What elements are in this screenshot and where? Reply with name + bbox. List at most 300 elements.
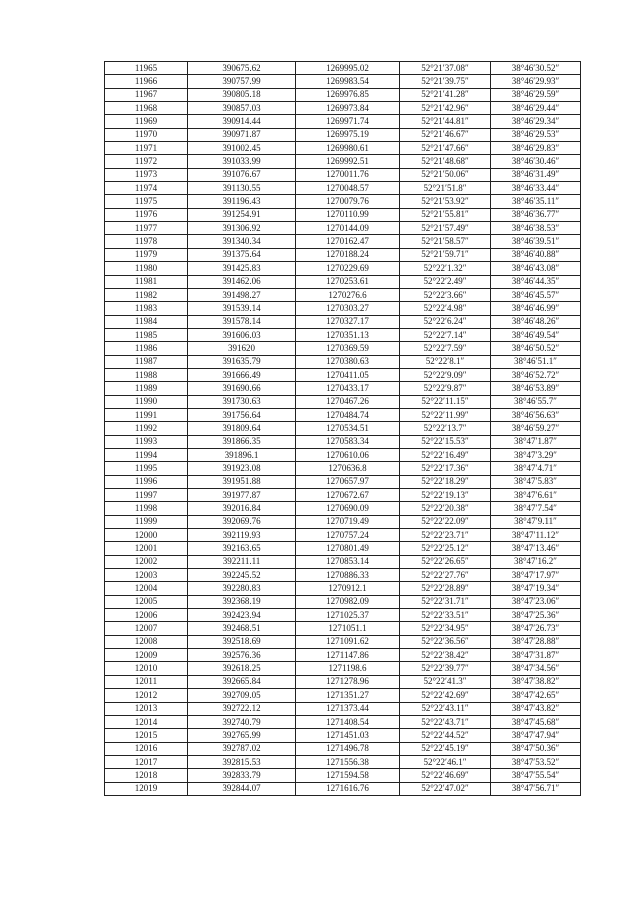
point-number-cell: 11980	[105, 262, 188, 275]
latitude-cell: 52°22′43.11″	[400, 702, 491, 715]
point-number-cell: 12008	[105, 635, 188, 648]
longitude-cell: 38°47′9.11″	[491, 515, 581, 528]
table-row	[105, 742, 581, 755]
table-row	[105, 755, 581, 768]
longitude-cell: 38°47′38.82″	[491, 675, 581, 688]
latitude-cell: 52°22′34.95″	[400, 622, 491, 635]
table-row	[105, 208, 581, 221]
latitude-cell: 52°21′37.08″	[400, 62, 491, 75]
table-row	[105, 475, 581, 488]
longitude-cell: 38°47′56.71″	[491, 782, 581, 795]
x-coordinate-cell: 392722.12	[188, 702, 296, 715]
x-coordinate-cell: 390805.18	[188, 88, 296, 101]
table-row	[105, 769, 581, 782]
table-row	[105, 489, 581, 502]
latitude-cell: 52°21′53.92″	[400, 195, 491, 208]
longitude-cell: 38°46′39.51″	[491, 235, 581, 248]
x-coordinate-cell: 391896.1	[188, 448, 296, 461]
point-number-cell: 12004	[105, 582, 188, 595]
y-coordinate-cell: 1271616.76	[296, 782, 400, 795]
longitude-cell: 38°47′26.73″	[491, 622, 581, 635]
longitude-cell: 38°46′29.34″	[491, 115, 581, 128]
longitude-cell: 38°46′59.27″	[491, 422, 581, 435]
y-coordinate-cell: 1270433.17	[296, 382, 400, 395]
point-number-cell: 12019	[105, 782, 188, 795]
longitude-cell: 38°46′31.49″	[491, 168, 581, 181]
latitude-cell: 52°22′11.99″	[400, 408, 491, 421]
point-number-cell: 12018	[105, 769, 188, 782]
latitude-cell: 52°22′20.38″	[400, 502, 491, 515]
table-row	[105, 542, 581, 555]
y-coordinate-cell: 1270610.06	[296, 448, 400, 461]
x-coordinate-cell: 391462.06	[188, 275, 296, 288]
point-number-cell: 11968	[105, 102, 188, 115]
point-number-cell: 11967	[105, 88, 188, 101]
x-coordinate-cell: 392119.93	[188, 529, 296, 542]
x-coordinate-cell: 392815.53	[188, 755, 296, 768]
y-coordinate-cell: 1270188.24	[296, 248, 400, 261]
latitude-cell: 52°22′7.59″	[400, 342, 491, 355]
point-number-cell: 11999	[105, 515, 188, 528]
latitude-cell: 52°21′46.67″	[400, 128, 491, 141]
point-number-cell: 11985	[105, 328, 188, 341]
point-number-cell: 11992	[105, 422, 188, 435]
y-coordinate-cell: 1270912.1	[296, 582, 400, 595]
latitude-cell: 52°21′47.66″	[400, 142, 491, 155]
point-number-cell: 11978	[105, 235, 188, 248]
x-coordinate-cell: 392665.84	[188, 675, 296, 688]
y-coordinate-cell: 1269995.02	[296, 62, 400, 75]
latitude-cell: 52°22′47.02″	[400, 782, 491, 795]
x-coordinate-cell: 392423.94	[188, 609, 296, 622]
x-coordinate-cell: 391425.83	[188, 262, 296, 275]
latitude-cell: 52°22′22.09″	[400, 515, 491, 528]
point-number-cell: 12005	[105, 595, 188, 608]
y-coordinate-cell: 1270411.05	[296, 368, 400, 381]
x-coordinate-cell: 391730.63	[188, 395, 296, 408]
point-number-cell: 11979	[105, 248, 188, 261]
table-row	[105, 702, 581, 715]
y-coordinate-cell: 1271091.62	[296, 635, 400, 648]
y-coordinate-cell: 1269971.74	[296, 115, 400, 128]
table-row	[105, 502, 581, 515]
y-coordinate-cell: 1270276.6	[296, 288, 400, 301]
y-coordinate-cell: 1269983.54	[296, 75, 400, 88]
x-coordinate-cell: 391977.87	[188, 489, 296, 502]
longitude-cell: 38°47′55.54″	[491, 769, 581, 782]
table-row	[105, 168, 581, 181]
y-coordinate-cell: 1270303.27	[296, 302, 400, 315]
table-row	[105, 288, 581, 301]
latitude-cell: 52°22′27.76″	[400, 569, 491, 582]
latitude-cell: 52°21′48.68″	[400, 155, 491, 168]
point-number-cell: 11971	[105, 142, 188, 155]
latitude-cell: 52°22′23.71″	[400, 529, 491, 542]
latitude-cell: 52°21′59.71″	[400, 248, 491, 261]
latitude-cell: 52°22′41.3″	[400, 675, 491, 688]
x-coordinate-cell: 392368.19	[188, 595, 296, 608]
table-row	[105, 569, 581, 582]
table-row	[105, 422, 581, 435]
table-row	[105, 582, 581, 595]
table-row	[105, 62, 581, 75]
table-row	[105, 729, 581, 742]
point-number-cell: 11996	[105, 475, 188, 488]
x-coordinate-cell: 390857.03	[188, 102, 296, 115]
longitude-cell: 38°46′35.11″	[491, 195, 581, 208]
y-coordinate-cell: 1270690.09	[296, 502, 400, 515]
x-coordinate-cell: 392765.99	[188, 729, 296, 742]
table-row	[105, 515, 581, 528]
table-row	[105, 102, 581, 115]
table-row	[105, 715, 581, 728]
x-coordinate-cell: 391539.14	[188, 302, 296, 315]
y-coordinate-cell: 1270351.13	[296, 328, 400, 341]
x-coordinate-cell: 392740.79	[188, 715, 296, 728]
latitude-cell: 52°22′16.49″	[400, 448, 491, 461]
latitude-cell: 52°21′57.49″	[400, 222, 491, 235]
latitude-cell: 52°22′31.71″	[400, 595, 491, 608]
longitude-cell: 38°46′55.7″	[491, 395, 581, 408]
longitude-cell: 38°47′28.88″	[491, 635, 581, 648]
x-coordinate-cell: 391620	[188, 342, 296, 355]
latitude-cell: 52°22′4.98″	[400, 302, 491, 315]
table-row	[105, 368, 581, 381]
y-coordinate-cell: 1270079.76	[296, 195, 400, 208]
y-coordinate-cell: 1270801.49	[296, 542, 400, 555]
longitude-cell: 38°47′1.87″	[491, 435, 581, 448]
x-coordinate-cell: 392016.84	[188, 502, 296, 515]
y-coordinate-cell: 1270162.47	[296, 235, 400, 248]
y-coordinate-cell: 1270327.17	[296, 315, 400, 328]
point-number-cell: 12007	[105, 622, 188, 635]
table-row	[105, 529, 581, 542]
table-row	[105, 408, 581, 421]
point-number-cell: 11997	[105, 489, 188, 502]
latitude-cell: 52°21′51.8″	[400, 182, 491, 195]
x-coordinate-cell: 391666.49	[188, 368, 296, 381]
y-coordinate-cell: 1269975.19	[296, 128, 400, 141]
point-number-cell: 11983	[105, 302, 188, 315]
latitude-cell: 52°22′13.7″	[400, 422, 491, 435]
table-row	[105, 355, 581, 368]
y-coordinate-cell: 1271198.6	[296, 662, 400, 675]
x-coordinate-cell: 391690.66	[188, 382, 296, 395]
x-coordinate-cell: 391076.67	[188, 168, 296, 181]
table-row	[105, 262, 581, 275]
table-row	[105, 448, 581, 461]
longitude-cell: 38°47′3.29″	[491, 448, 581, 461]
x-coordinate-cell: 391002.45	[188, 142, 296, 155]
longitude-cell: 38°47′11.12″	[491, 529, 581, 542]
longitude-cell: 38°47′16.2″	[491, 555, 581, 568]
point-number-cell: 11977	[105, 222, 188, 235]
point-number-cell: 11982	[105, 288, 188, 301]
point-number-cell: 11975	[105, 195, 188, 208]
latitude-cell: 52°22′46.1″	[400, 755, 491, 768]
longitude-cell: 38°46′50.52″	[491, 342, 581, 355]
y-coordinate-cell: 1270719.49	[296, 515, 400, 528]
longitude-cell: 38°47′13.46″	[491, 542, 581, 555]
latitude-cell: 52°22′19.13″	[400, 489, 491, 502]
point-number-cell: 11990	[105, 395, 188, 408]
longitude-cell: 38°46′29.93″	[491, 75, 581, 88]
point-number-cell: 11969	[105, 115, 188, 128]
table-row	[105, 302, 581, 315]
latitude-cell: 52°22′9.87″	[400, 382, 491, 395]
table-row	[105, 275, 581, 288]
point-number-cell: 11976	[105, 208, 188, 221]
x-coordinate-cell: 390971.87	[188, 128, 296, 141]
latitude-cell: 52°22′45.19″	[400, 742, 491, 755]
table-row	[105, 328, 581, 341]
longitude-cell: 38°46′29.53″	[491, 128, 581, 141]
x-coordinate-cell: 391756.64	[188, 408, 296, 421]
y-coordinate-cell: 1269992.51	[296, 155, 400, 168]
table-row	[105, 662, 581, 675]
point-number-cell: 11965	[105, 62, 188, 75]
x-coordinate-cell: 391375.64	[188, 248, 296, 261]
x-coordinate-cell: 391866.35	[188, 435, 296, 448]
y-coordinate-cell: 1270484.74	[296, 408, 400, 421]
longitude-cell: 38°47′47.94″	[491, 729, 581, 742]
point-number-cell: 11966	[105, 75, 188, 88]
x-coordinate-cell: 390914.44	[188, 115, 296, 128]
y-coordinate-cell: 1271451.03	[296, 729, 400, 742]
coordinates-table	[104, 61, 581, 796]
table-row	[105, 195, 581, 208]
point-number-cell: 12017	[105, 755, 188, 768]
table-row	[105, 115, 581, 128]
table-row	[105, 182, 581, 195]
x-coordinate-cell: 391809.64	[188, 422, 296, 435]
table-row	[105, 649, 581, 662]
x-coordinate-cell: 392280.83	[188, 582, 296, 595]
point-number-cell: 11974	[105, 182, 188, 195]
y-coordinate-cell: 1271025.37	[296, 609, 400, 622]
latitude-cell: 52°22′39.77″	[400, 662, 491, 675]
y-coordinate-cell: 1270534.51	[296, 422, 400, 435]
x-coordinate-cell: 392069.76	[188, 515, 296, 528]
longitude-cell: 38°47′17.97″	[491, 569, 581, 582]
latitude-cell: 52°22′9.09″	[400, 368, 491, 381]
x-coordinate-cell: 392618.25	[188, 662, 296, 675]
x-coordinate-cell: 392709.05	[188, 689, 296, 702]
y-coordinate-cell: 1270886.33	[296, 569, 400, 582]
longitude-cell: 38°46′48.26″	[491, 315, 581, 328]
longitude-cell: 38°47′42.65″	[491, 689, 581, 702]
y-coordinate-cell: 1270110.99	[296, 208, 400, 221]
latitude-cell: 52°22′26.65″	[400, 555, 491, 568]
longitude-cell: 38°47′7.54″	[491, 502, 581, 515]
y-coordinate-cell: 1271147.86	[296, 649, 400, 662]
point-number-cell: 11995	[105, 462, 188, 475]
latitude-cell: 52°22′17.36″	[400, 462, 491, 475]
y-coordinate-cell: 1270757.24	[296, 529, 400, 542]
latitude-cell: 52°22′36.56″	[400, 635, 491, 648]
longitude-cell: 38°47′50.36″	[491, 742, 581, 755]
latitude-cell: 52°22′8.1″	[400, 355, 491, 368]
point-number-cell: 12006	[105, 609, 188, 622]
table-row	[105, 382, 581, 395]
point-number-cell: 11972	[105, 155, 188, 168]
table-row	[105, 622, 581, 635]
point-number-cell: 11986	[105, 342, 188, 355]
x-coordinate-cell: 391306.92	[188, 222, 296, 235]
point-number-cell: 11989	[105, 382, 188, 395]
longitude-cell: 38°47′34.56″	[491, 662, 581, 675]
x-coordinate-cell: 391498.27	[188, 288, 296, 301]
point-number-cell: 11981	[105, 275, 188, 288]
y-coordinate-cell: 1270467.26	[296, 395, 400, 408]
x-coordinate-cell: 391033.99	[188, 155, 296, 168]
y-coordinate-cell: 1270672.67	[296, 489, 400, 502]
y-coordinate-cell: 1271373.44	[296, 702, 400, 715]
x-coordinate-cell: 392833.79	[188, 769, 296, 782]
point-number-cell: 12014	[105, 715, 188, 728]
table-row	[105, 635, 581, 648]
y-coordinate-cell: 1270253.61	[296, 275, 400, 288]
coordinates-table-body	[105, 62, 581, 796]
longitude-cell: 38°46′38.53″	[491, 222, 581, 235]
x-coordinate-cell: 391254.91	[188, 208, 296, 221]
longitude-cell: 38°47′4.71″	[491, 462, 581, 475]
point-number-cell: 12003	[105, 569, 188, 582]
latitude-cell: 52°22′6.24″	[400, 315, 491, 328]
x-coordinate-cell: 391635.79	[188, 355, 296, 368]
longitude-cell: 38°47′53.52″	[491, 755, 581, 768]
y-coordinate-cell: 1270229.69	[296, 262, 400, 275]
longitude-cell: 38°47′43.82″	[491, 702, 581, 715]
latitude-cell: 52°22′38.42″	[400, 649, 491, 662]
point-number-cell: 12015	[105, 729, 188, 742]
point-number-cell: 11984	[105, 315, 188, 328]
table-row	[105, 555, 581, 568]
y-coordinate-cell: 1270369.59	[296, 342, 400, 355]
point-number-cell: 12011	[105, 675, 188, 688]
table-row	[105, 128, 581, 141]
latitude-cell: 52°22′2.49″	[400, 275, 491, 288]
x-coordinate-cell: 391196.43	[188, 195, 296, 208]
latitude-cell: 52°21′42.96″	[400, 102, 491, 115]
longitude-cell: 38°47′31.87″	[491, 649, 581, 662]
latitude-cell: 52°22′28.89″	[400, 582, 491, 595]
x-coordinate-cell: 391923.08	[188, 462, 296, 475]
latitude-cell: 52°22′11.15″	[400, 395, 491, 408]
table-row	[105, 142, 581, 155]
latitude-cell: 52°21′55.81″	[400, 208, 491, 221]
y-coordinate-cell: 1271278.96	[296, 675, 400, 688]
longitude-cell: 38°46′29.44″	[491, 102, 581, 115]
longitude-cell: 38°46′53.89″	[491, 382, 581, 395]
x-coordinate-cell: 392211.11	[188, 555, 296, 568]
x-coordinate-cell: 392844.07	[188, 782, 296, 795]
y-coordinate-cell: 1271408.54	[296, 715, 400, 728]
latitude-cell: 52°21′39.75″	[400, 75, 491, 88]
point-number-cell: 12012	[105, 689, 188, 702]
point-number-cell: 12009	[105, 649, 188, 662]
point-number-cell: 11998	[105, 502, 188, 515]
latitude-cell: 52°22′3.66″	[400, 288, 491, 301]
x-coordinate-cell: 392787.02	[188, 742, 296, 755]
latitude-cell: 52°22′42.69″	[400, 689, 491, 702]
y-coordinate-cell: 1269980.61	[296, 142, 400, 155]
point-number-cell: 11970	[105, 128, 188, 141]
y-coordinate-cell: 1270011.76	[296, 168, 400, 181]
longitude-cell: 38°46′33.44″	[491, 182, 581, 195]
latitude-cell: 52°22′46.69″	[400, 769, 491, 782]
latitude-cell: 52°22′7.14″	[400, 328, 491, 341]
longitude-cell: 38°47′6.61″	[491, 489, 581, 502]
y-coordinate-cell: 1271496.78	[296, 742, 400, 755]
y-coordinate-cell: 1271351.27	[296, 689, 400, 702]
latitude-cell: 52°22′44.52″	[400, 729, 491, 742]
table-row	[105, 342, 581, 355]
latitude-cell: 52°22′33.51″	[400, 609, 491, 622]
x-coordinate-cell: 392576.36	[188, 649, 296, 662]
table-row	[105, 315, 581, 328]
x-coordinate-cell: 392518.69	[188, 635, 296, 648]
table-row	[105, 235, 581, 248]
longitude-cell: 38°46′46.99″	[491, 302, 581, 315]
point-number-cell: 11994	[105, 448, 188, 461]
longitude-cell: 38°47′25.36″	[491, 609, 581, 622]
table-row	[105, 248, 581, 261]
table-row	[105, 395, 581, 408]
point-number-cell: 11993	[105, 435, 188, 448]
y-coordinate-cell: 1271051.1	[296, 622, 400, 635]
x-coordinate-cell: 392468.51	[188, 622, 296, 635]
x-coordinate-cell: 390675.62	[188, 62, 296, 75]
longitude-cell: 38°46′49.54″	[491, 328, 581, 341]
latitude-cell: 52°21′58.57″	[400, 235, 491, 248]
x-coordinate-cell: 390757.99	[188, 75, 296, 88]
point-number-cell: 11991	[105, 408, 188, 421]
y-coordinate-cell: 1270657.97	[296, 475, 400, 488]
point-number-cell: 12001	[105, 542, 188, 555]
point-number-cell: 11987	[105, 355, 188, 368]
point-number-cell: 11988	[105, 368, 188, 381]
table-row	[105, 609, 581, 622]
longitude-cell: 38°46′56.63″	[491, 408, 581, 421]
point-number-cell: 12010	[105, 662, 188, 675]
y-coordinate-cell: 1271556.38	[296, 755, 400, 768]
longitude-cell: 38°47′5.83″	[491, 475, 581, 488]
longitude-cell: 38°46′52.72″	[491, 368, 581, 381]
y-coordinate-cell: 1270982.09	[296, 595, 400, 608]
x-coordinate-cell: 391606.03	[188, 328, 296, 341]
y-coordinate-cell: 1270583.34	[296, 435, 400, 448]
table-row	[105, 155, 581, 168]
y-coordinate-cell: 1269976.85	[296, 88, 400, 101]
point-number-cell: 11973	[105, 168, 188, 181]
point-number-cell: 12016	[105, 742, 188, 755]
x-coordinate-cell: 392163.65	[188, 542, 296, 555]
latitude-cell: 52°22′1.32″	[400, 262, 491, 275]
latitude-cell: 52°22′18.29″	[400, 475, 491, 488]
latitude-cell: 52°22′43.71″	[400, 715, 491, 728]
longitude-cell: 38°47′45.68″	[491, 715, 581, 728]
table-row	[105, 435, 581, 448]
latitude-cell: 52°21′50.06″	[400, 168, 491, 181]
longitude-cell: 38°46′29.59″	[491, 88, 581, 101]
y-coordinate-cell: 1270144.09	[296, 222, 400, 235]
longitude-cell: 38°46′44.35″	[491, 275, 581, 288]
point-number-cell: 12013	[105, 702, 188, 715]
table-row	[105, 222, 581, 235]
longitude-cell: 38°46′30.52″	[491, 62, 581, 75]
y-coordinate-cell: 1270048.57	[296, 182, 400, 195]
